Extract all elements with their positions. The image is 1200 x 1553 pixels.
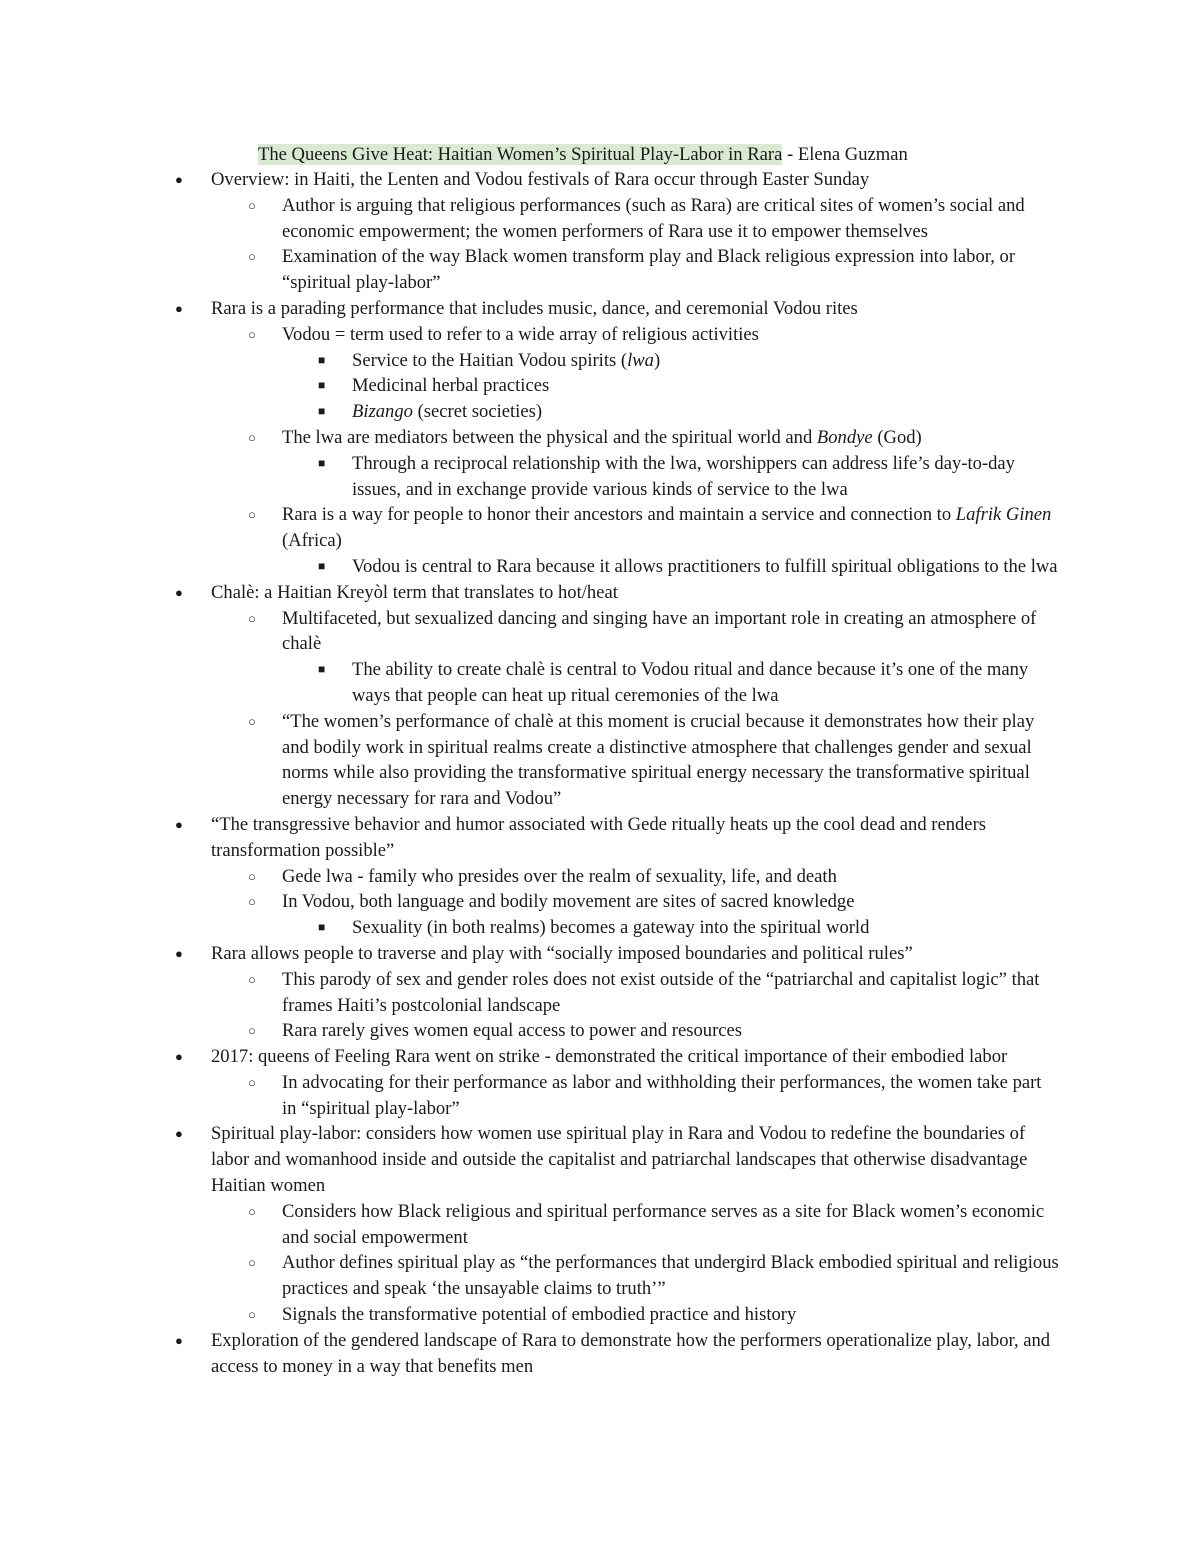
bullet-icon: ○ <box>248 1023 256 1039</box>
text-run: Author is arguing that religious performances (such as Rara) are critical sites of women’s social and economic empowerment; the women performers of Rara use it to empower themselves <box>282 194 1025 242</box>
list-item-text <box>282 193 1060 245</box>
list-item-text <box>211 167 1060 193</box>
text-run: Author defines spiritual play as “the performances that undergird Black embodied spiritual and religious practices and speak ‘the unsayable claims to truth’” <box>282 1252 1059 1300</box>
list-item <box>0 812 1200 864</box>
list-item-text <box>211 580 1060 606</box>
list-item <box>0 296 1200 322</box>
text-run: Signals the transformative potential of embodied practice and history <box>282 1304 797 1326</box>
bullet-icon: ○ <box>248 971 256 987</box>
italic-term: Bizango <box>352 401 413 423</box>
list-item <box>0 941 1200 967</box>
italic-term: Lafrik Ginen <box>955 504 1052 526</box>
bullet-icon: ● <box>175 300 183 316</box>
list-item <box>0 193 1200 245</box>
list-item-text <box>352 373 1060 399</box>
bullet-icon: ● <box>175 945 183 961</box>
list-item-text <box>211 1121 1060 1198</box>
text-run: Vodou = term used to refer to a wide array of religious activities <box>282 323 759 345</box>
bullet-icon: ■ <box>318 920 326 935</box>
text-run: ) <box>653 349 661 371</box>
list-item-text <box>282 1250 1060 1302</box>
bullet-icon: ○ <box>248 1074 256 1090</box>
list-item <box>0 322 1200 348</box>
list-item-text <box>282 425 1060 451</box>
list-item <box>0 1018 1200 1044</box>
document-title <box>258 142 908 168</box>
text-run: Sexuality (in both realms) becomes a gateway into the spiritual world <box>352 917 870 939</box>
list-item-text <box>352 915 1060 941</box>
bullet-icon: ● <box>175 172 183 187</box>
list-item <box>0 864 1200 890</box>
bullet-icon: ● <box>175 1049 183 1065</box>
bullet-icon: ■ <box>318 662 326 677</box>
text-run: Rara rarely gives women equal access to power and resources <box>282 1020 743 1042</box>
text-run: Through a reciprocal relationship with the lwa, worshippers can address life’s day-to-day issues, and in exchange provide various kinds of service to the lwa <box>352 452 1015 500</box>
list-item <box>0 606 1200 658</box>
list-item-text <box>211 1328 1060 1380</box>
list-item <box>0 889 1200 915</box>
list-item-text <box>282 322 1060 348</box>
bullet-icon: ○ <box>248 713 256 729</box>
list-item-text <box>282 244 1060 296</box>
text-run: Rara allows people to traverse and play with “socially imposed boundaries and political rules” <box>211 942 913 964</box>
list-item <box>0 399 1200 425</box>
list-item-text <box>352 657 1060 709</box>
list-item-text <box>282 1018 1060 1044</box>
bullet-icon: ○ <box>248 197 256 213</box>
bullet-icon: ○ <box>248 249 256 265</box>
text-run: Multifaceted, but sexualized dancing and singing have an important role in creating an atmosphere of chalè <box>282 607 1037 655</box>
list-item-text <box>282 967 1060 1019</box>
text-run: In Vodou, both language and bodily movement are sites of sacred knowledge <box>282 891 855 913</box>
list-item-text <box>352 348 1060 374</box>
bullet-icon: ○ <box>248 1203 256 1219</box>
text-run: “The transgressive behavior and humor associated with Gede ritually heats up the cool dead and renders transformation possible” <box>211 813 986 861</box>
bullet-icon: ○ <box>248 610 256 626</box>
list-item <box>0 1250 1200 1302</box>
list-item-text <box>211 296 1060 322</box>
italic-term: Bondye <box>816 426 873 448</box>
bullet-icon: ● <box>175 584 183 600</box>
text-run: Considers how Black religious and spiritual performance serves as a site for Black women’s economic and social empowerment <box>282 1200 1045 1248</box>
list-item <box>0 1328 1200 1380</box>
text-run: Overview: in Haiti, the Lenten and Vodou festivals of Rara occur through Easter Sunday <box>211 169 870 190</box>
text-run: (God) <box>872 426 922 448</box>
text-run: The lwa are mediators between the physical and the spiritual world and <box>282 426 817 448</box>
list-item <box>0 348 1200 374</box>
list-item-text <box>352 399 1060 425</box>
list-item <box>0 1121 1200 1198</box>
list-item <box>0 554 1200 580</box>
text-run: 2017: queens of Feeling Rara went on strike - demonstrated the critical importance of their embodied labor <box>211 1046 1008 1068</box>
bullet-icon: ○ <box>248 429 256 445</box>
list-item <box>0 1070 1200 1122</box>
text-run: (Africa) <box>282 530 342 552</box>
list-item <box>0 709 1200 812</box>
bullet-icon: ○ <box>248 894 256 910</box>
list-item-text <box>282 889 1060 915</box>
list-item-text <box>282 709 1060 812</box>
list-item-text <box>352 554 1060 580</box>
text-run: Exploration of the gendered landscape of Rara to demonstrate how the performers operationalize play, labor, and access to money in a way that benefits men <box>211 1329 1051 1377</box>
text-run: Chalè: a Haitian Kreyòl term that translates to hot/heat <box>211 581 618 603</box>
list-item-text <box>282 1302 1060 1328</box>
text-run: Medicinal herbal practices <box>352 375 550 397</box>
title-highlight: The Queens Give Heat: Haitian Women’s Spiritual Play-Labor in Rara <box>258 144 783 165</box>
bullet-icon: ■ <box>318 404 326 419</box>
list-item <box>0 373 1200 399</box>
list-item-text <box>282 1199 1060 1251</box>
bullet-icon: ● <box>175 816 183 832</box>
list-item <box>0 502 1200 554</box>
notes-list <box>0 167 1200 1379</box>
bullet-icon: ○ <box>248 507 256 523</box>
list-item-text <box>282 502 1060 554</box>
italic-term: lwa <box>627 349 654 371</box>
text-run: Rara is a parading performance that includes music, dance, and ceremonial Vodou rites <box>211 297 858 319</box>
text-run: Spiritual play-labor: considers how women use spiritual play in Rara and Vodou to redefine the boundaries of labor and womanhood inside and outside the capitalist and patriarchal landscapes that otherwise disadvantage Haitian women <box>211 1123 1028 1197</box>
bullet-icon: ■ <box>318 558 326 573</box>
text-run: Vodou is central to Rara because it allows practitioners to fulfill spiritual obligations to the lwa <box>352 555 1058 577</box>
list-item <box>0 1199 1200 1251</box>
list-item <box>0 967 1200 1019</box>
list-item <box>0 167 1200 193</box>
text-run: The ability to create chalè is central to Vodou ritual and dance because it’s one of the many ways that people can heat up ritual ceremonies of the lwa <box>352 659 1029 706</box>
list-item <box>0 244 1200 296</box>
bullet-icon: ○ <box>248 1307 256 1323</box>
bullet-icon: ● <box>175 1332 183 1348</box>
list-item-text <box>282 606 1060 658</box>
list-item-text <box>211 812 1060 864</box>
text-run: Examination of the way Black women transform play and Black religious expression into labor, or “spiritual play-labor” <box>282 246 1016 294</box>
text-run: “The women’s performance of chalè at this moment is crucial because it demonstrates how their play and bodily work in spiritual realms create a distinctive atmosphere that challenges gender and sexual norms while also providing the transformative spiritual energy necessary the transformative spiritual energy necessary for rara and Vodou” <box>282 710 1035 810</box>
list-item-text <box>282 864 1060 890</box>
text-run: Service to the Haitian Vodou spirits ( <box>352 349 628 371</box>
bullet-icon: ○ <box>248 868 256 884</box>
text-run: In advocating for their performance as labor and withholding their performances, the women take part in “spiritual play-labor” <box>282 1071 1042 1119</box>
bullet-icon: ■ <box>318 378 326 393</box>
text-run: Gede lwa - family who presides over the realm of sexuality, life, and death <box>282 865 837 887</box>
bullet-icon: ○ <box>248 326 256 342</box>
text-run: (secret societies) <box>412 401 543 423</box>
list-item <box>0 451 1200 503</box>
bullet-icon: ○ <box>248 1255 256 1271</box>
title-author: - Elena Guzman <box>782 144 908 165</box>
bullet-icon: ● <box>175 1126 183 1142</box>
bullet-icon: ■ <box>318 455 326 470</box>
list-item <box>0 657 1200 709</box>
list-item <box>0 425 1200 451</box>
list-item <box>0 580 1200 606</box>
text-run: Rara is a way for people to honor their ancestors and maintain a service and connection to <box>282 504 956 526</box>
list-item-text <box>352 451 1060 503</box>
list-item <box>0 1302 1200 1328</box>
list-item-text <box>211 941 1060 967</box>
list-item <box>0 1044 1200 1070</box>
list-item-text <box>211 1044 1060 1070</box>
text-run: This parody of sex and gender roles does not exist outside of the “patriarchal and capitalist logic” that frames Haiti’s postcolonial landscape <box>282 968 1040 1016</box>
bullet-icon: ■ <box>318 352 326 367</box>
list-item-text <box>282 1070 1060 1122</box>
list-item <box>0 915 1200 941</box>
